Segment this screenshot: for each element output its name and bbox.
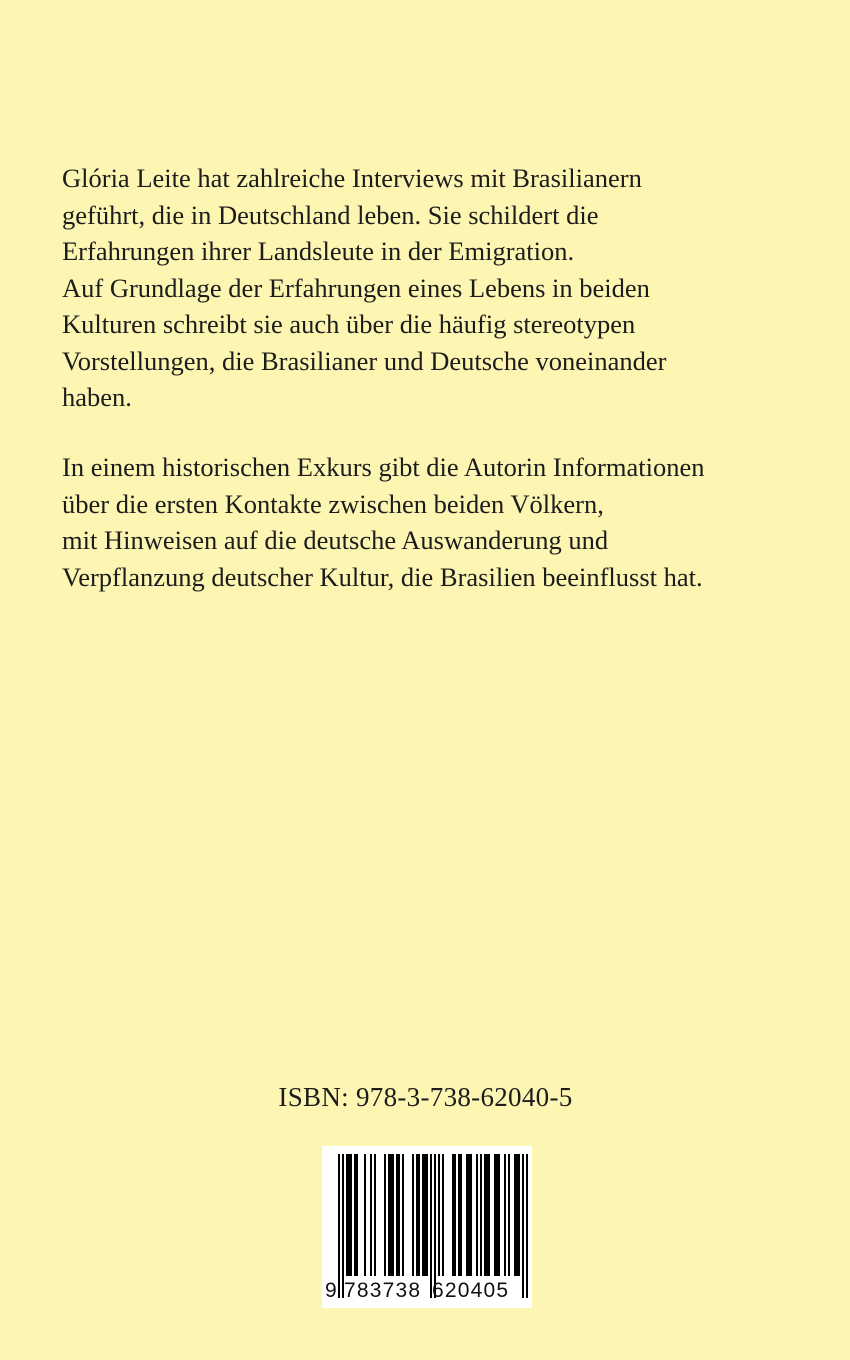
barcode-bar	[412, 1154, 414, 1276]
barcode-bar	[508, 1154, 510, 1276]
blurb-paragraph-2	[62, 449, 822, 595]
barcode-digits	[322, 1276, 532, 1304]
isbn-text	[0, 1082, 850, 1113]
barcode	[322, 1146, 532, 1308]
barcode-bar	[504, 1154, 506, 1276]
barcode-bar	[480, 1154, 482, 1276]
barcode-bar	[494, 1154, 500, 1276]
barcode-bar	[374, 1154, 376, 1276]
barcode-first-digit: 9	[325, 1279, 337, 1302]
blurb-line: Auf Grundlage der Erfahrungen eines Lebens in beiden	[62, 272, 650, 303]
barcode-bar	[354, 1154, 358, 1276]
barcode-bar	[438, 1154, 440, 1276]
isbn-label: ISBN: 978-3-738-62040-5	[278, 1082, 573, 1112]
barcode-right-group: 620405	[432, 1279, 510, 1302]
barcode-bar	[370, 1154, 372, 1276]
barcode-bar	[466, 1154, 472, 1276]
barcode-bar	[458, 1154, 462, 1276]
blurb-line: haben.	[62, 382, 132, 412]
barcode-left-group: 783738	[344, 1279, 422, 1302]
barcode-bar	[396, 1154, 400, 1276]
barcode-bar	[452, 1154, 456, 1276]
blurb-line: Verpflanzung deutscher Kultur, die Brasilien beeinflusst hat.	[62, 561, 703, 592]
barcode-bar	[514, 1154, 520, 1276]
blurb-line: Glória Leite hat zahlreiche Interviews mit Brasilianern	[62, 163, 642, 193]
barcode-bar	[416, 1154, 420, 1276]
blurb-line: geführt, die in Deutschland leben. Sie schildert die	[62, 199, 599, 230]
blurb-line: über die ersten Kontakte zwischen beiden Völkern,	[62, 488, 604, 519]
blurb-line: In einem historischen Exkurs gibt die Autorin Informationen	[62, 452, 705, 482]
barcode-bar	[476, 1154, 478, 1276]
blurb-line: mit Hinweisen auf die deutsche Auswanderung und	[62, 525, 609, 555]
barcode-bar	[384, 1154, 386, 1276]
blurb-line: Erfahrungen ihrer Landsleute in der Emigration.	[62, 236, 575, 266]
barcode-bar	[402, 1154, 404, 1276]
barcode-bar	[364, 1154, 366, 1276]
barcode-bar	[346, 1154, 352, 1276]
barcode-bar	[422, 1154, 428, 1276]
blurb-line: Kulturen schreibt sie auch über die häufig stereotypen	[62, 309, 636, 339]
blurb-line: Vorstellungen, die Brasilianer und Deutsche voneinander	[62, 345, 667, 376]
barcode-bar	[442, 1154, 444, 1276]
blurb-paragraph-1	[62, 160, 822, 416]
barcode-bar	[388, 1154, 394, 1276]
barcode-bar	[484, 1154, 490, 1276]
